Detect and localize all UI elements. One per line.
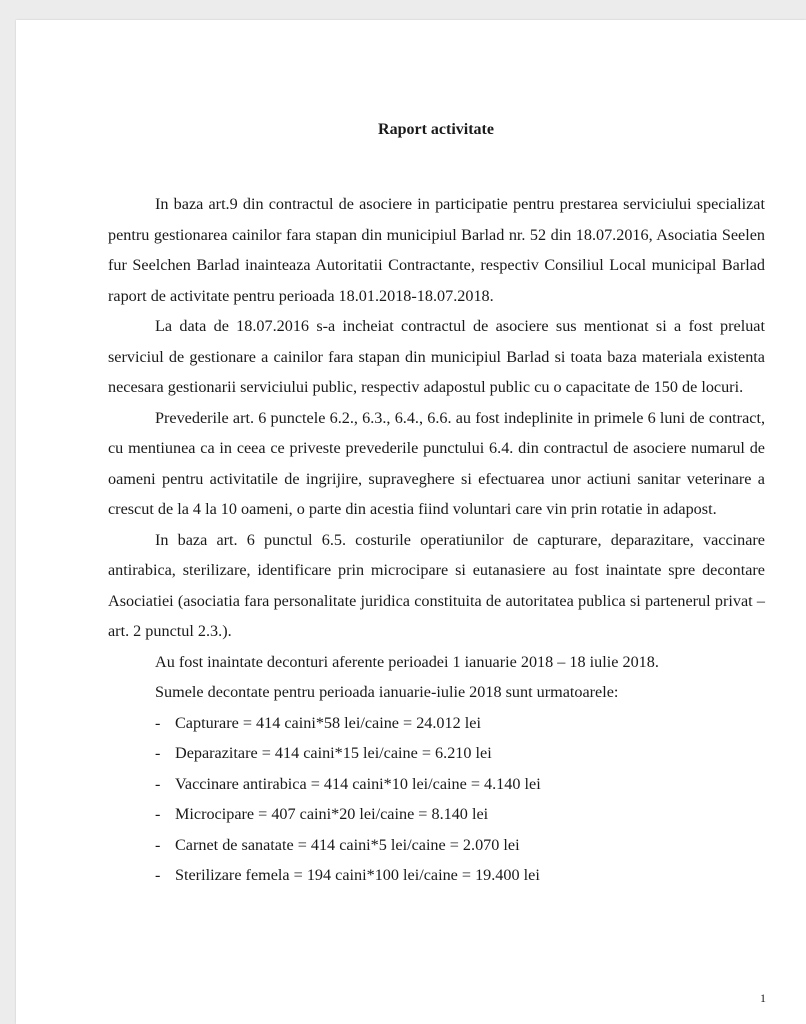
page-number: 1 xyxy=(760,991,766,1005)
document-body xyxy=(108,189,765,891)
paragraph-sume: Sumele decontate pentru perioada ianuarie-iulie 2018 sunt urmatoarele: xyxy=(155,683,619,701)
list-item-text: Sterilizare femela = 194 caini*100 lei/caine = 19.400 lei xyxy=(175,866,540,884)
paragraph-costs: In baza art. 6 punctul 6.5. costurile operatiunilor de capturare, deparazitare, vaccinare antirabica, sterilizare, identificare prin microcipare si eutanasiere au fost inaintate spre decontare Asociatiei (asociatia fara personalitate juridica constituita de autoritatea publica si partenerul privat – art. 2 punctul 2.3.). xyxy=(108,530,765,640)
list-marker: - xyxy=(155,744,161,762)
cost-list xyxy=(108,708,765,891)
list-item xyxy=(108,830,765,861)
list-marker: - xyxy=(155,713,161,732)
list-item-text: Deparazitare = 414 caini*15 lei/caine = 6.210 lei xyxy=(175,744,492,762)
list-marker: - xyxy=(155,835,161,854)
list-marker: - xyxy=(155,866,161,884)
list-item-text: Capturare = 414 caini*58 lei/caine = 24.012 lei xyxy=(175,713,481,732)
list-item-text: Carnet de sanatate = 414 caini*5 lei/caine = 2.070 lei xyxy=(175,835,520,854)
list-item xyxy=(108,769,765,800)
list-item-text: Vaccinare antirabica = 414 caini*10 lei/caine = 4.140 lei xyxy=(175,774,541,793)
list-marker: - xyxy=(155,774,161,793)
paragraph-intro: In baza art.9 din contractul de asociere in participatie pentru prestarea serviciului specializat pentru gestionarea cainilor fara stapan din municipiul Barlad nr. 52 din 18.07.2016, Asociatia Seelen fur Seelchen Barlad inainteaza Autoritatii Contractante, respectiv Consiliul Local municipal Barlad raport de activitate pentru perioada 18.01.2018-18.07.2018. xyxy=(108,195,765,305)
document-page xyxy=(16,20,806,1024)
list-item-text: Microcipare = 407 caini*20 lei/caine = 8.140 lei xyxy=(175,805,489,823)
document-title: Raport activitate xyxy=(378,121,494,138)
paragraph-contract: La data de 18.07.2016 s-a incheiat contractul de asociere sus mentionat si a fost preluat serviciul de gestionare a cainilor fara stapan din municipiul Barlad si toata baza materiala existenta necesara gestionarii serviciului public, respectiv adapostul public cu o capacitate de 150 de locuri. xyxy=(108,317,765,396)
list-item xyxy=(108,799,765,830)
list-item xyxy=(108,708,765,739)
paragraph-provisions: Prevederile art. 6 punctele 6.2., 6.3., 6.4., 6.6. au fost indeplinite in primele 6 luni de contract, cu mentiunea ca in ceea ce priveste prevederile punctului 6.4. din contractul de asociere numarul de oameni pentru activitatile de ingrijire, supraveghere si efectuarea unor actiuni sanitar veterinare a crescut de la 4 la 10 oameni, o parte din acestia fiind voluntari care vin prin rotatie in adapost. xyxy=(108,408,765,518)
list-item xyxy=(108,738,765,769)
list-marker: - xyxy=(155,805,161,823)
list-item xyxy=(108,860,765,891)
paragraph-deconturi: Au fost inaintate deconturi aferente perioadei 1 ianuarie 2018 – 18 iulie 2018. xyxy=(155,652,659,671)
